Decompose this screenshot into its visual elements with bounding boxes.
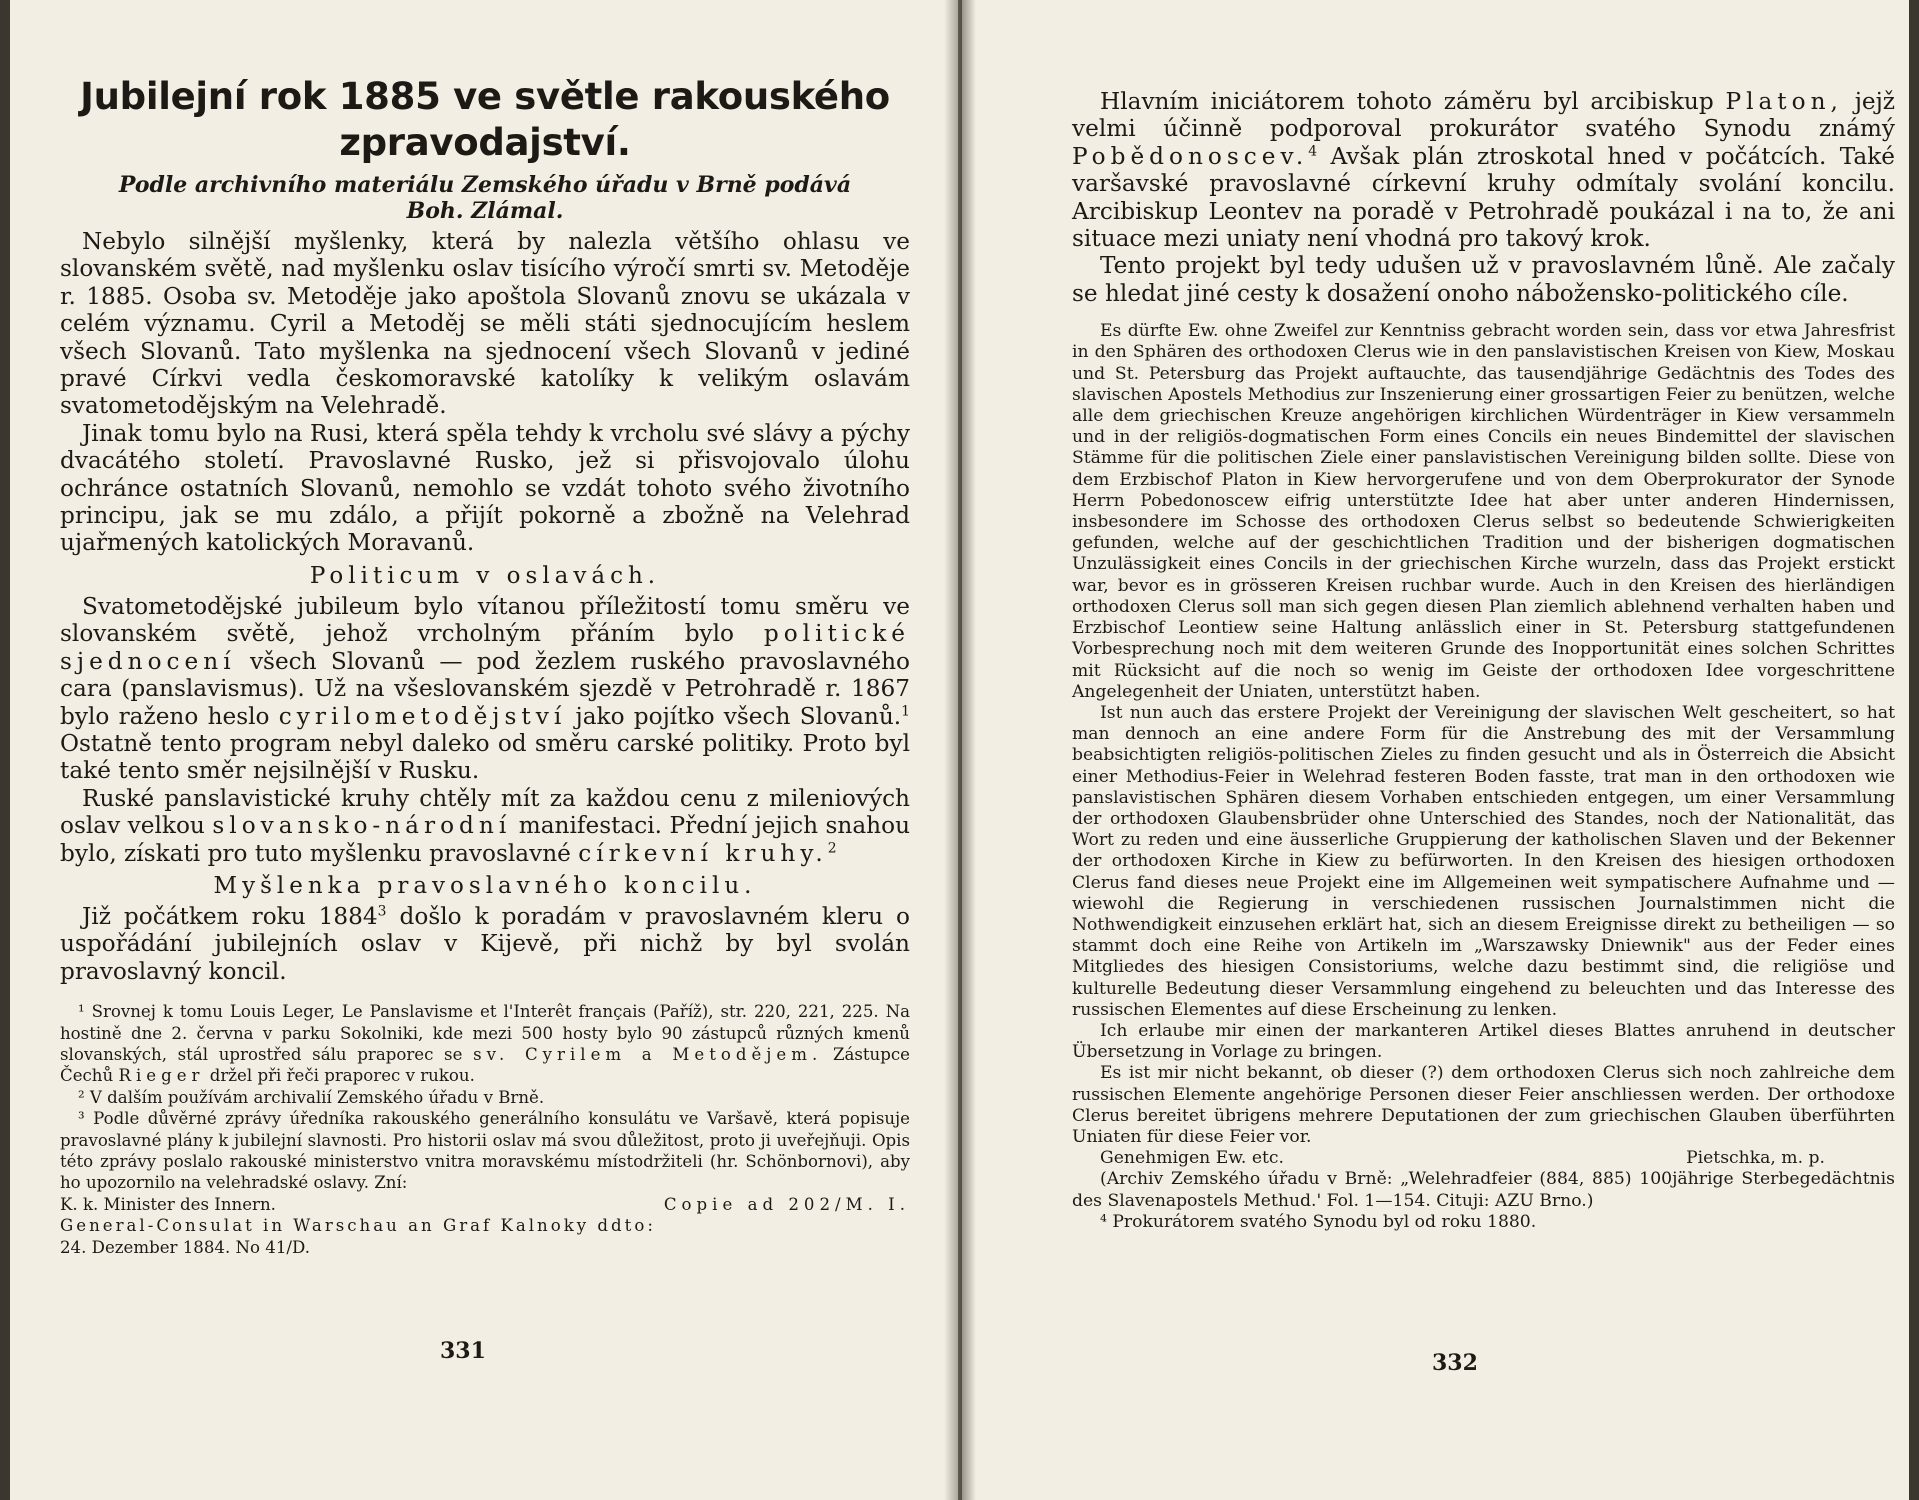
book-gutter [944, 0, 976, 1500]
quote-paragraph-4: Es ist mir nicht bekannt, ob dieser (?) dem orthodoxen Clerus sich noch zahlreiche dem russischen Elemente angehörige Personen dieser Feier anschliessen werden. Der orthodoxe Clerus bereitet übrigens mehrere Deputationen der zum griechischen Glauben überführten Uniaten für diese Feier vor. [1072, 1063, 1895, 1147]
section-heading-politicum: Politicum v oslavách. [309, 562, 661, 589]
paragraph-4-text-a: Ruské panslavistické kruhy chtěly mít za každou cenu z mileniových oslav velkou [60, 784, 910, 840]
article-byline: Podle archivního materiálu Zemského úřadu v Brně podává Boh. Zlámal. [118, 172, 852, 224]
footnote-2: ² V dalším používám archivalií Zemského úřadu v Brně. [78, 1087, 545, 1107]
left-page [0, 0, 958, 1500]
right-paragraph-1 [1072, 88, 1895, 252]
paragraph-1: Nebylo silnější myšlenky, která by nalezla většího ohlasu ve slovanském světě, nad myšlenku oslav tisícího výročí smrti sv. Metoděje r. 1885. Osoba sv. Metoděje jako apoštola Slovanů znovu se ukázala v celém významu. Cyril a Metoděj se měli státi sjednocujícím heslem všech Slovanů. Tato myšlenka na sjednocení všech Slovanů v jediné pravé Církvi vedla českomoravské katolíky k velikým oslavám svatometodějským na Velehradě. [60, 228, 910, 420]
footnote-1-text-a: ¹ Srovnej k tomu Louis Leger, Le Panslavisme et l'Interêt français (Paříž), str. 220, 221, 225. Na hostině dne 2. června v parku Sokolniki, kde mezi 500 hosty bylo 90 zástupců různých kmenů slovanských, stál uprostřed sálu praporec se [60, 1002, 910, 1064]
footnote-minister: K. k. Minister des Innern. [60, 1194, 276, 1214]
footnote-1-text-c: držel při řeči praporec v rukou. [209, 1066, 475, 1086]
page-number-right: 332 [1432, 1350, 1478, 1376]
signature-greeting: Genehmigen Ew. etc. [1100, 1148, 1285, 1169]
footnote-copie: Copie ad 202/M. I. [663, 1194, 910, 1214]
quote-paragraph-2: Ist nun auch das erstere Projekt der Vereinigung der slavischen Welt gescheitert, so hat man dennoch an eine andere Form für die Anstrebung des mit der Versammlung beabsichtigten religiös-politischen Zieles zu finden gesucht und als in Österreich die Absicht einer Methodius-Feier in Welehrad festeren Boden fasste, trat man in den orthodoxen wie panslavistischen Sphären diesem Vorhaben entschieden entgegen, um einer Versammlung der orthodoxen Glaubensbrüder ohne Unterschied des Standes, noch der Nationalität, das Wort zu reden und eine äusserliche Gruppierung der katholischen Slaven und der Bekenner der orthodoxen Kirche in Kiew zu befürworten. In den Kreisen des hiesigen orthodoxen Clerus fand dieses neue Projekt eine im Allgemeinen weit sympatischere Aufnahme und — wiewohl die Regierung in verschiedenen russischen Journalstimmen nicht die Nothwendigkeit einzusehen erklärt hat, sich an diesem Ereignisse direkt zu betheiligen — so stammt doch eine Reihe von Artikeln im „Warszawsky Dniewnik" aus der Feder eines Mitgliedes des hiesigen Consistoriums, welche dazu bestimmt sind, die religiöse und kulturelle Bedeutung dieser Versammlung eingehend zu beleuchten und das Interesse des russischen Elementes auf diese Erscheinung zu lenken. [1072, 702, 1895, 1020]
right-paragraph-1-spaced-2: Pobědonoscev. [1072, 142, 1309, 170]
footnote-copy-header [60, 1194, 910, 1215]
left-page-edge [0, 0, 10, 1500]
archive-citation: (Archiv Zemského úřadu v Brně: „Welehradfeier (884, 885) 100jährige Sterbegedächtnis des Slavenapostels Methud.' Fol. 1—154. Cituji: AZU Brno.) [1072, 1169, 1895, 1211]
article-title: Jubilejní rok 1885 ve světle rakouského zpravodajství. [80, 75, 890, 164]
footnote-marker-2: 2 [827, 839, 837, 856]
paragraph-4 [60, 785, 910, 867]
footnote-1 [60, 1001, 910, 1087]
section-heading-koncil: Myšlenka pravoslavného koncilu. [213, 872, 757, 899]
paragraph-4-text-b: manifestaci. Přední jejich snahou bylo, získati pro tuto myšlenku pravoslavné [60, 812, 911, 867]
footnote-1-text-b: Zástupce Čechů [60, 1044, 910, 1086]
paragraph-5-text-a: Již počátkem roku 1884 [82, 902, 378, 930]
footnote-1-spaced-1: sv. Cyrilem a Metodějem. [473, 1044, 823, 1064]
page-number-left: 331 [440, 1338, 486, 1364]
paragraph-3 [60, 593, 910, 785]
paragraph-3-spaced-1: politické sjednocení [60, 620, 910, 675]
footnote-1-spaced-2: Rieger [118, 1066, 205, 1086]
quote-paragraph-1: Es dürfte Ew. ohne Zweifel zur Kenntniss gebracht worden sein, dass vor etwa Jahresfrist in den Sphären des orthodoxen Clerus wie in den panslavistischen Kreisen von Kiew, Moskau und St. Petersburg das Projekt auftauchte, das tausendjährige Gedächtnis des Todes des slavischen Apostels Methodius zur Inszenierung einer grossartigen Feier zu benützen, welche alle dem griechischen Kreuze angehörigen kirchlichen Würdenträger in Kiew versammeln und in der religiös-dogmatischen Form eines Concils ein neues Bindemittel der slavischen Stämme für die politischen Ziele einer panslavistischen Vereinigung bilden sollte. Diese von dem Erzbischof Platon in Kiew hervorgerufene und von dem Oberprokurator der Synode Herrn Pobedonoscew eifrig unterstützte Idee hat aber unter anderen Hindernissen, insbesondere im Schosse des orthodoxen Clerus selbst so bedeutende Schwierigkeiten gefunden, welche auf der geschichtlichen Tradition und der bisherigen dogmatischen Unzulässigkeit eines Concils in der griechischen Kirche wurzeln, dass das Projekt erstickt war, bevor es in grösseren Kreisen ruchbar wurde. Auch in den Kreisen des hierländigen orthodoxen Clerus soll man sich gegen diesen Plan ziemlich ablehnend verhalten haben und Erzbischof Leontiew seine Haltung anlässlich einer in St. Petersburg stattgefundenen Vorbesprechung noch mit dem weiteren Grunde des Inopportunität eines solchen Schrittes mit Rücksicht auf die noch so wenig im Geiste der orthodoxen Idee vorgeschrittene Angelegenheit der Uniaten, unterstützt haben. [1072, 321, 1895, 702]
right-paragraph-1-text-b: jejž velmi účinně podporoval prokurátor svatého Synodu známý [1072, 88, 1896, 143]
paragraph-4-spaced-1: slovansko-národní [212, 812, 512, 840]
footnote-3: ³ Podle důvěrné zprávy úředníka rakouského generálního konsulátu ve Varšavě, která popisuje pravoslavné plány k jubilejní slavnosti. Pro historii oslav má svou důležitost, proto ji uveřejňuji. Opis této zprávy poslalo rakouské ministerstvo vnitra moravskému místodržiteli (hr. Schönbornovi), aby ho upozornilo na velehradské oslavy. Zní: [60, 1109, 910, 1193]
paragraph-5-text-b: došlo k poradám v pravoslavném kleru o uspořádání jubilejních oslav v Kijevě, při nichž by byl svolán pravoslavný koncil. [60, 902, 911, 985]
paragraph-3-spaced-2: cyrilometodějství [278, 702, 567, 730]
footnote-consulat: General-Consulat in Warschau an Graf Kalnoky ddto: [60, 1216, 656, 1236]
quote-signature [1072, 1148, 1895, 1169]
paragraph-5 [60, 903, 910, 985]
quote-paragraph-3: Ich erlaube mir einen der markanteren Artikel dieses Blattes anruhend in deutscher Übersetzung in Vorlage zu bringen. [1072, 1020, 1895, 1063]
footnote-4: ⁴ Prokurátorem svatého Synodu byl od roku 1880. [1100, 1211, 1537, 1232]
paragraph-4-spaced-2: církevní kruhy. [578, 839, 828, 867]
paragraph-3-text-b: všech Slovanů — pod žezlem ruského pravoslavného cara (panslavismus). Už na všeslovanském sjezdě v Petrohradě r. 1867 bylo raženo heslo [60, 647, 910, 730]
paragraph-3-text-d: Ostatně tento program nebyl daleko od směru carské politiky. Proto byl také tento směr nejsilnější v Rusku. [60, 729, 910, 785]
right-paragraph-2: Tento projekt byl tedy udušen už v pravoslavném lůně. Ale začaly se hledat jiné cesty k dosažení onoho nábožensko-politického cíle. [1072, 252, 1895, 307]
footnote-marker-3: 3 [377, 903, 387, 920]
paragraph-3-text-c: jako pojítko všech Slovanů. [575, 702, 902, 730]
paragraph-3-text-a: Svatometodějské jubileum bylo vítanou příležitostí tomu směru ve slovanském světě, jehož vrcholným přáním bylo [60, 592, 910, 648]
right-paragraph-1-spaced-1: Platon, [1725, 88, 1843, 115]
footnote-marker-4: 4 [1308, 143, 1318, 160]
paragraph-2: Jinak tomu bylo na Rusi, která spěla tehdy k vrcholu své slávy a pýchy dvacátého století. Pravoslavné Rusko, jež si přisvojovalo úlohu ochránce ostatních Slovanů, nemohlo se vzdát tohoto svého životního principu, jak se mu zdálo, a přijít pokorně a zbožně na Velehrad ujařmených katolických Moravanů. [60, 419, 910, 557]
right-page-edge [1909, 0, 1919, 1500]
footnote-date: 24. Dezember 1884. No 41/D. [60, 1237, 310, 1257]
footnote-marker-1: 1 [901, 702, 910, 719]
right-paragraph-1-text-a: Hlavním iniciátorem tohoto záměru byl arcibiskup [1100, 88, 1714, 115]
right-paragraph-1-text-c: Avšak plán ztroskotal hned v počátcích. Také varšavské pravoslavné církevní kruhy odmítaly svolání koncilu. Arcibiskup Leontev na poradě v Petrohradě poukázal i na to, že ani situace mezi uniaty není vhodná pro takový krok. [1072, 142, 1896, 253]
right-page [962, 0, 1919, 1500]
signature-name: Pietschka, m. p. [1686, 1148, 1825, 1169]
